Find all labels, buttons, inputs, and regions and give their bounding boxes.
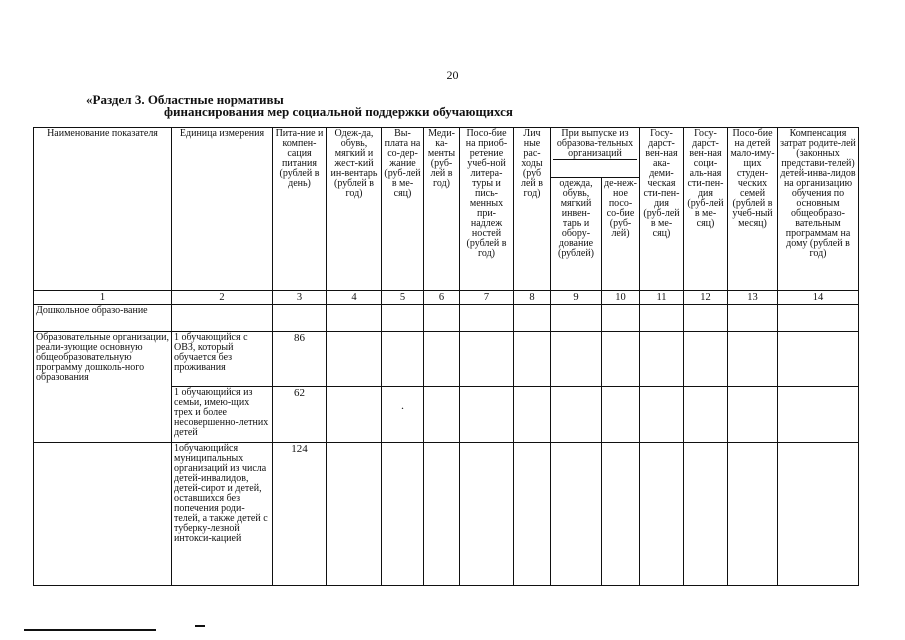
column-number: 2 [172,291,273,305]
unit-cell: 1 обучающийся из семьи, имею-щих трех и более несовершенно-летних детей [172,387,273,443]
column-number: 3 [273,291,327,305]
header-personal-expenses: Лич ные рас-ходы (руб лей в год) [514,128,551,291]
header-graduation-group-label: При выпуске из образова-тельных организаций [553,129,637,160]
header-unit: Единица измерения [172,128,273,291]
header-low-income-allowance: Посо-бие на детей мало-иму-щих студен-ческих семей (рублей в учеб-ный месяц) [728,128,778,291]
column-number: 1 [34,291,172,305]
column-number: 7 [460,291,514,305]
header-maintenance: Вы-плата на со-дер-жание (руб-лей в ме-сяц) [382,128,424,291]
header-graduation-clothing: одежда, обувь, мягкий инвен-тарь и обору-дование (рублей) [551,178,602,291]
column-number: 14 [778,291,859,305]
header-academic-stipend: Госу-дарст-вен-ная ака-деми-ческая сти-пен-дия (руб-лей в ме-сяц) [640,128,684,291]
column-number: 4 [327,291,382,305]
header-literature: Посо-бие на приоб-ретение учеб-ной литера-туры и пись-менных при-надлеж ностей (рублей в год) [460,128,514,291]
footnote-separator [24,629,156,631]
table-row-preschool [34,305,859,332]
stray-mark: · [400,401,405,415]
column-number: 10 [602,291,640,305]
table-row [34,332,859,387]
column-number: 8 [514,291,551,305]
table-row [34,443,859,586]
section-title [86,92,513,119]
food-value: 62 [273,387,327,443]
header-graduation-group [551,128,640,178]
financing-norms-table [33,127,859,586]
header-graduation-cash: де-неж-ное посо-со-бие (руб-лей) [602,178,640,291]
column-number: 12 [684,291,728,305]
header-food: Пита-ние и компен-сация питания (рублей в день) [273,128,327,291]
section-title-line1: «Раздел 3. Областные нормативы [86,92,284,107]
column-number: 11 [640,291,684,305]
section-title-line2: финансирования мер социальной поддержки обучающихся [164,104,513,119]
page-number: 20 [446,68,459,82]
food-value: 124 [273,443,327,586]
header-indicator-name: Наименование показателя [34,128,172,291]
education-organization-label: Образовательные организации, реали-зующие основную общеобразовательную программу дошколь-ного образования [34,332,172,443]
header-medicine: Меди-ка-менты (руб-лей в год) [424,128,460,291]
column-number: 5 [382,291,424,305]
column-number-row [34,291,859,305]
unit-cell: 1 обучающийся с ОВЗ, который обучается без проживания [172,332,273,387]
column-number: 13 [728,291,778,305]
column-number: 6 [424,291,460,305]
food-value: 86 [273,332,327,387]
header-clothing: Одеж-да, обувь, мягкий и жест-кий ин-вентарь (рублей в год) [327,128,382,291]
column-number: 9 [551,291,602,305]
preschool-section-label: Дошкольное образо-вание [34,305,172,332]
header-home-education-compensation: Компенсация затрат родите-лей (законных представи-телей) детей-инва-лидов на организацию обучения по основным общеобразо-вательным программам на дому (рублей в год) [778,128,859,291]
header-social-stipend: Госу-дарст-вен-ная соци-аль-ная сти-пен-дия (руб-лей в ме-сяц) [684,128,728,291]
unit-cell: 1обучающийся муниципальных организаций из числа детей-инвалидов, детей-сирот и детей, оставшихся без попечения роди-телей, а также детей с туберку-лезной интокси-кацией [172,443,273,586]
footnote-mark [195,625,205,627]
